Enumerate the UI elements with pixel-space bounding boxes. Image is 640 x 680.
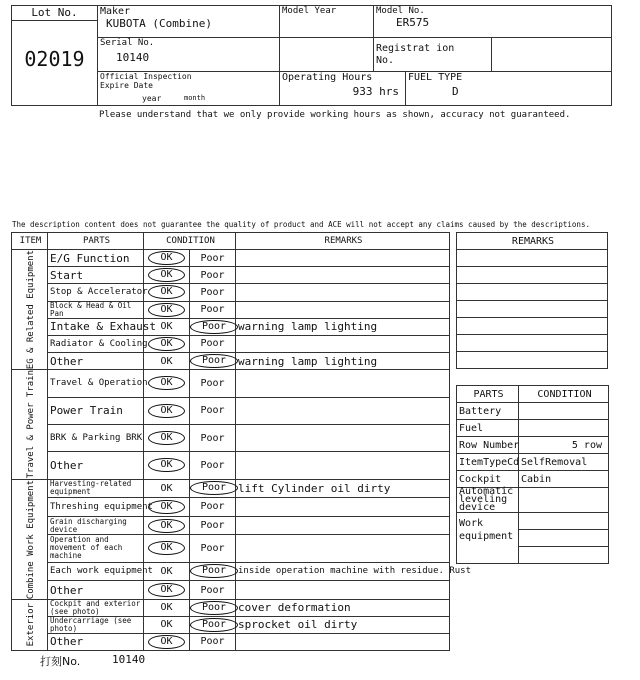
remark-text	[236, 284, 450, 301]
condition-poor-label: Poor	[200, 269, 225, 281]
remark-text	[236, 633, 450, 650]
parts-row-value	[519, 420, 609, 437]
remark-text	[236, 335, 450, 352]
part-name: Threshing equipment	[48, 498, 144, 517]
condition-ok[interactable]	[144, 516, 190, 535]
condition-poor-label: Poor	[190, 481, 238, 495]
right-remarks-row	[457, 267, 608, 284]
remark-text	[236, 250, 450, 267]
condition-ok-label: OK	[148, 303, 184, 317]
right-remarks-row	[457, 250, 608, 267]
condition-ok-label: OK	[160, 321, 173, 333]
operating-value: 933 hrs	[352, 85, 399, 98]
part-name: Cockpit and exterior (see photo)	[48, 599, 144, 616]
condition-poor-label: Poor	[190, 618, 238, 632]
parts-row-name: Cockpit	[457, 471, 519, 488]
item-group-label	[12, 370, 48, 479]
part-name: Other	[48, 452, 144, 479]
condition-poor[interactable]	[190, 599, 236, 616]
hours-notice: Please understand that we only provide working hours as shown, accuracy not guaranteed.	[99, 110, 571, 120]
right-remarks-table	[456, 232, 608, 369]
condition-poor-label: Poor	[200, 542, 225, 554]
parts-row-value	[519, 403, 609, 420]
condition-ok[interactable]	[144, 267, 190, 284]
part-name: Power Train	[48, 397, 144, 424]
condition-ok-label: OK	[160, 602, 173, 614]
right-remarks-title: REMARKS	[457, 233, 608, 250]
part-name: Each work equipment	[48, 562, 144, 581]
part-name: Other	[48, 353, 144, 370]
parts-row-name: Row Number	[457, 437, 519, 454]
table-row	[12, 250, 450, 267]
part-name: Intake & Exhaust	[48, 318, 144, 335]
work-equipment-value	[519, 513, 609, 530]
part-name: Other	[48, 633, 144, 650]
parts-row	[457, 471, 609, 488]
part-name: BRK & Parking BRK	[48, 424, 144, 451]
parts-row-value: SelfRemoval	[519, 454, 609, 471]
condition-poor[interactable]	[190, 516, 236, 535]
part-name: Radiator & Cooling	[48, 335, 144, 352]
condition-poor[interactable]	[190, 581, 236, 600]
condition-ok[interactable]	[144, 424, 190, 451]
operating-cell	[280, 72, 406, 106]
condition-ok[interactable]	[144, 498, 190, 517]
table-row	[12, 562, 450, 581]
parts-row-value	[519, 488, 609, 513]
parts-row-value: Cabin	[519, 471, 609, 488]
condition-ok[interactable]	[144, 284, 190, 301]
condition-poor[interactable]	[190, 301, 236, 318]
condition-poor-label: Poor	[190, 320, 238, 334]
condition-ok-label: OK	[148, 337, 184, 351]
condition-poor[interactable]	[190, 616, 236, 633]
condition-ok[interactable]	[144, 370, 190, 397]
condition-poor-label: Poor	[200, 252, 225, 264]
operating-label: Operating Hours	[282, 72, 373, 83]
condition-ok-label: OK	[148, 285, 184, 299]
parts-row	[457, 454, 609, 471]
parts-row-name: ItemTypeCd	[457, 454, 519, 471]
condition-poor-label: Poor	[200, 304, 225, 316]
item-group-text: EG & Related Equipment	[25, 250, 36, 370]
work-equipment-value	[519, 547, 609, 564]
fuel-cell	[406, 72, 612, 106]
remark-text	[236, 452, 450, 479]
registration-label: Registrat ion No.	[374, 38, 492, 72]
condition-poor-label: Poor	[190, 354, 238, 368]
condition-poor-label: Poor	[200, 636, 225, 648]
item-group-text: Combine Work Equipment	[25, 479, 36, 599]
condition-ok[interactable]	[144, 397, 190, 424]
part-name: Undercarriage (see photo)	[48, 616, 144, 633]
parts-row	[457, 420, 609, 437]
condition-ok-label: OK	[148, 500, 184, 514]
condition-poor[interactable]	[190, 424, 236, 451]
table-row	[12, 616, 450, 633]
condition-ok[interactable]	[144, 452, 190, 479]
item-group-label	[12, 479, 48, 599]
table-row	[12, 599, 450, 616]
part-name: Harvesting-related equipment	[48, 479, 144, 498]
disclaimer: The description content does not guarantee the quality of product and ACE will not accept any claims caused by the descriptions.	[12, 220, 590, 229]
condition-poor-label: Poor	[200, 584, 225, 596]
maker-value: KUBOTA (Combine)	[106, 17, 212, 30]
condition-ok-label: OK	[148, 404, 184, 418]
remark-text	[236, 498, 450, 517]
condition-ok-label: OK	[148, 458, 184, 472]
condition-poor[interactable]	[190, 318, 236, 335]
condition-poor-label: Poor	[200, 338, 225, 350]
table-row	[12, 535, 450, 562]
inspection-label: Official Inspection Expire Date	[100, 72, 192, 90]
table-row	[12, 424, 450, 451]
condition-ok-label: OK	[148, 583, 184, 597]
condition-poor[interactable]	[190, 498, 236, 517]
remark-text: cover deformation	[236, 599, 450, 616]
condition-poor-label: Poor	[200, 520, 225, 532]
table-row	[12, 479, 450, 498]
parts-col-parts: PARTS	[457, 386, 519, 403]
condition-poor[interactable]	[190, 267, 236, 284]
parts-row-name: Automatic leveling device	[457, 488, 519, 513]
condition-poor-label: Poor	[190, 601, 238, 615]
part-name: Stop & Accelerator	[48, 284, 144, 301]
part-name: Travel & Operation	[48, 370, 144, 397]
part-name: Grain discharging device	[48, 516, 144, 535]
parts-col-condition: CONDITION	[519, 386, 609, 403]
condition-poor[interactable]	[190, 562, 236, 581]
condition-ok-label: OK	[148, 268, 184, 282]
col-remarks: REMARKS	[236, 233, 450, 250]
condition-ok[interactable]	[144, 335, 190, 352]
parts-row	[457, 437, 609, 454]
month-label: month	[184, 94, 206, 102]
registration-value-cell	[492, 38, 612, 72]
condition-poor-label: Poor	[200, 501, 225, 513]
lot-number: 02019	[24, 47, 85, 71]
condition-ok[interactable]	[144, 353, 190, 370]
remark-text	[236, 397, 450, 424]
model-no-value: ER575	[396, 16, 430, 29]
remark-text	[236, 516, 450, 535]
condition-poor[interactable]	[190, 250, 236, 267]
condition-ok-label: OK	[148, 541, 184, 555]
condition-poor[interactable]	[190, 479, 236, 498]
col-item: ITEM	[12, 233, 48, 250]
condition-poor-label: Poor	[200, 459, 225, 471]
remark-text: inside operation machine with residue. Rust	[236, 562, 450, 581]
condition-ok[interactable]	[144, 535, 190, 562]
table-row	[12, 633, 450, 650]
table-row	[12, 397, 450, 424]
condition-ok-label: OK	[148, 635, 184, 649]
table-row	[12, 581, 450, 600]
col-parts: PARTS	[48, 233, 144, 250]
condition-poor-label: Poor	[200, 432, 225, 444]
right-remarks-row	[457, 284, 608, 301]
condition-ok-label: OK	[160, 482, 173, 494]
condition-poor[interactable]	[190, 370, 236, 397]
lot-label: Lot No.	[12, 6, 97, 21]
condition-ok[interactable]	[144, 633, 190, 650]
maker-label: Maker	[100, 6, 131, 17]
condition-ok[interactable]	[144, 599, 190, 616]
table-row	[12, 498, 450, 517]
year-label: year	[142, 94, 162, 103]
condition-poor-label: Poor	[190, 564, 238, 578]
item-group-text: Exterior	[25, 603, 36, 647]
item-group-text: Travel & Power Train	[25, 370, 36, 479]
model-year-cell	[280, 6, 374, 38]
part-name: Other	[48, 581, 144, 600]
header-table	[11, 5, 612, 106]
remark-text	[236, 301, 450, 318]
part-name: E/G Function	[48, 250, 144, 267]
col-condition: CONDITION	[144, 233, 236, 250]
table-row	[12, 353, 450, 370]
maker-cell	[98, 6, 280, 38]
condition-ok[interactable]	[144, 479, 190, 498]
condition-ok-label: OK	[148, 519, 184, 533]
condition-poor-label: Poor	[200, 377, 225, 389]
parts-row-name: Battery	[457, 403, 519, 420]
remark-text	[236, 424, 450, 451]
remark-text: sprocket oil dirty	[236, 616, 450, 633]
item-group-label	[12, 250, 48, 370]
condition-poor[interactable]	[190, 335, 236, 352]
part-name: Operation and movement of each machine	[48, 535, 144, 562]
right-remarks-row	[457, 301, 608, 318]
condition-ok[interactable]	[144, 250, 190, 267]
condition-ok-label: OK	[160, 619, 173, 631]
condition-poor[interactable]	[190, 353, 236, 370]
table-row	[12, 516, 450, 535]
parts-condition-table	[456, 385, 609, 564]
serial-value: 10140	[116, 51, 150, 64]
item-group-label	[12, 599, 48, 650]
table-row	[12, 301, 450, 318]
remark-text	[236, 535, 450, 562]
remark-text: warning lamp lighting	[236, 318, 450, 335]
condition-poor[interactable]	[190, 452, 236, 479]
table-row	[12, 335, 450, 352]
condition-poor-label: Poor	[200, 405, 225, 417]
condition-ok-label: OK	[148, 431, 184, 445]
table-row	[12, 318, 450, 335]
condition-poor[interactable]	[190, 284, 236, 301]
remark-text: warning lamp lighting	[236, 353, 450, 370]
remark-text	[236, 267, 450, 284]
parts-row-value: 5 row	[519, 437, 609, 454]
fuel-value: D	[452, 85, 459, 98]
inspection-table	[11, 232, 471, 651]
model-no-cell	[374, 6, 612, 38]
table-row	[12, 267, 450, 284]
condition-ok-label: OK	[148, 251, 184, 265]
serial-cell	[98, 38, 280, 72]
table-row	[12, 370, 450, 397]
parts-row-name: Fuel	[457, 420, 519, 437]
condition-ok-label: OK	[160, 565, 173, 577]
stamp-label: 打刻No.	[40, 655, 81, 668]
condition-poor-label: Poor	[200, 286, 225, 298]
model-year-label: Model Year	[282, 6, 337, 16]
right-remarks-row	[457, 318, 608, 335]
condition-ok-label: OK	[160, 355, 173, 367]
condition-poor[interactable]	[190, 397, 236, 424]
blank-serial-cell	[280, 38, 374, 72]
remark-text: lift Cylinder oil dirty	[236, 479, 450, 498]
work-equipment-label: Work equipment	[457, 513, 519, 564]
table-row	[12, 452, 450, 479]
right-remarks-row	[457, 335, 608, 352]
model-no-label: Model No.	[376, 6, 425, 16]
condition-poor[interactable]	[190, 535, 236, 562]
remark-text	[236, 370, 450, 397]
fuel-label: FUEL TYPE	[408, 72, 463, 83]
parts-row	[457, 403, 609, 420]
work-equipment-value	[519, 530, 609, 547]
condition-ok[interactable]	[144, 581, 190, 600]
lot-cell	[12, 6, 98, 106]
parts-row	[457, 488, 609, 513]
part-name: Start	[48, 267, 144, 284]
part-name: Block & Head & Oil Pan	[48, 301, 144, 318]
right-remarks-row	[457, 352, 608, 369]
condition-poor[interactable]	[190, 633, 236, 650]
remark-text	[236, 581, 450, 600]
inspection-cell	[98, 72, 280, 106]
condition-ok[interactable]	[144, 301, 190, 318]
condition-ok-label: OK	[148, 376, 184, 390]
table-row	[12, 284, 450, 301]
condition-ok[interactable]	[144, 616, 190, 633]
serial-label: Serial No.	[100, 38, 155, 48]
stamp-value: 10140	[112, 653, 146, 666]
